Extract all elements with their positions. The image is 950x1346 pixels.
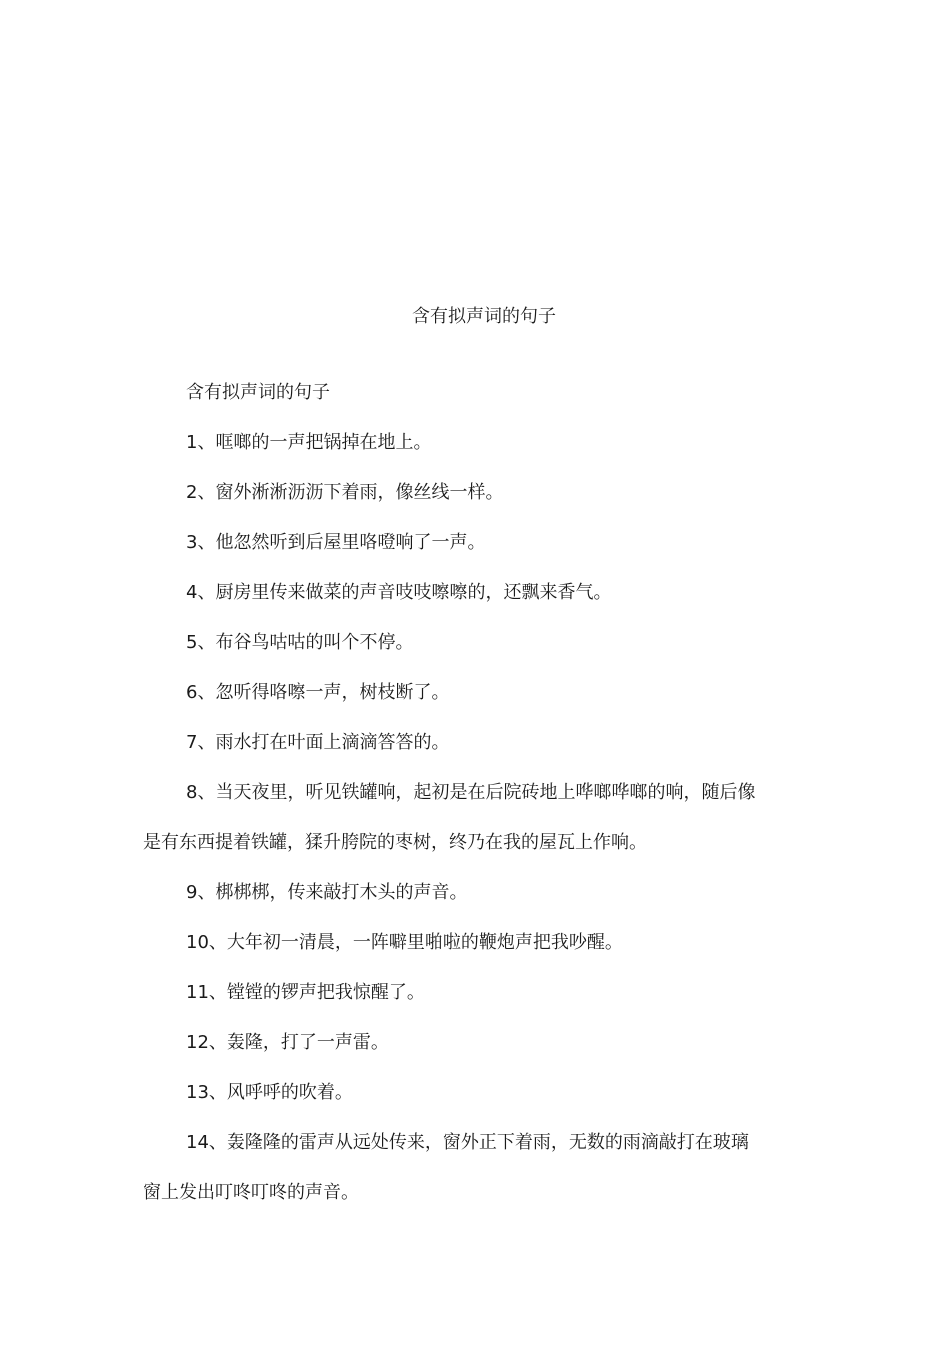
document-body — [143, 368, 763, 1218]
paragraph-subtitle: 含有拟声词的句子 — [186, 382, 330, 403]
sentence-item: 1、哐啷的一声把锅掉在地上。 — [186, 432, 432, 453]
document-title: 含有拟声词的句子 — [412, 306, 556, 327]
sentence-item: 11、镗镗的锣声把我惊醒了。 — [186, 982, 425, 1003]
sentence-item: 7、雨水打在叶面上滴滴答答的。 — [186, 732, 450, 753]
sentence-item: 9、梆梆梆，传来敲打木头的声音。 — [186, 882, 468, 903]
sentence-item: 2、窗外淅淅沥沥下着雨，像丝线一样。 — [186, 482, 504, 503]
sentence-item: 10、大年初一清晨，一阵噼里啪啦的鞭炮声把我吵醒。 — [186, 932, 623, 953]
sentence-item: 6、忽听得咯嚓一声，树枝断了。 — [186, 682, 450, 703]
sentence-item: 14、轰隆隆的雷声从远处传来，窗外正下着雨，无数的雨滴敲打在玻璃窗上发出叮咚叮咚的声音。 — [143, 1132, 749, 1203]
sentence-item: 8、当天夜里，听见铁罐响，起初是在后院砖地上哗啷哗啷的响，随后像是有东西提着铁罐，猱升胯院的枣树，终乃在我的屋瓦上作响。 — [143, 782, 756, 853]
sentence-item: 13、风呼呼的吹着。 — [186, 1082, 353, 1103]
sentence-item: 5、布谷鸟咕咕的叫个不停。 — [186, 632, 414, 653]
sentence-item: 3、他忽然听到后屋里咯噔响了一声。 — [186, 532, 486, 553]
sentence-item: 12、轰隆，打了一声雷。 — [186, 1032, 389, 1053]
sentence-item: 4、厨房里传来做菜的声音吱吱嚓嚓的，还飘来香气。 — [186, 582, 612, 603]
